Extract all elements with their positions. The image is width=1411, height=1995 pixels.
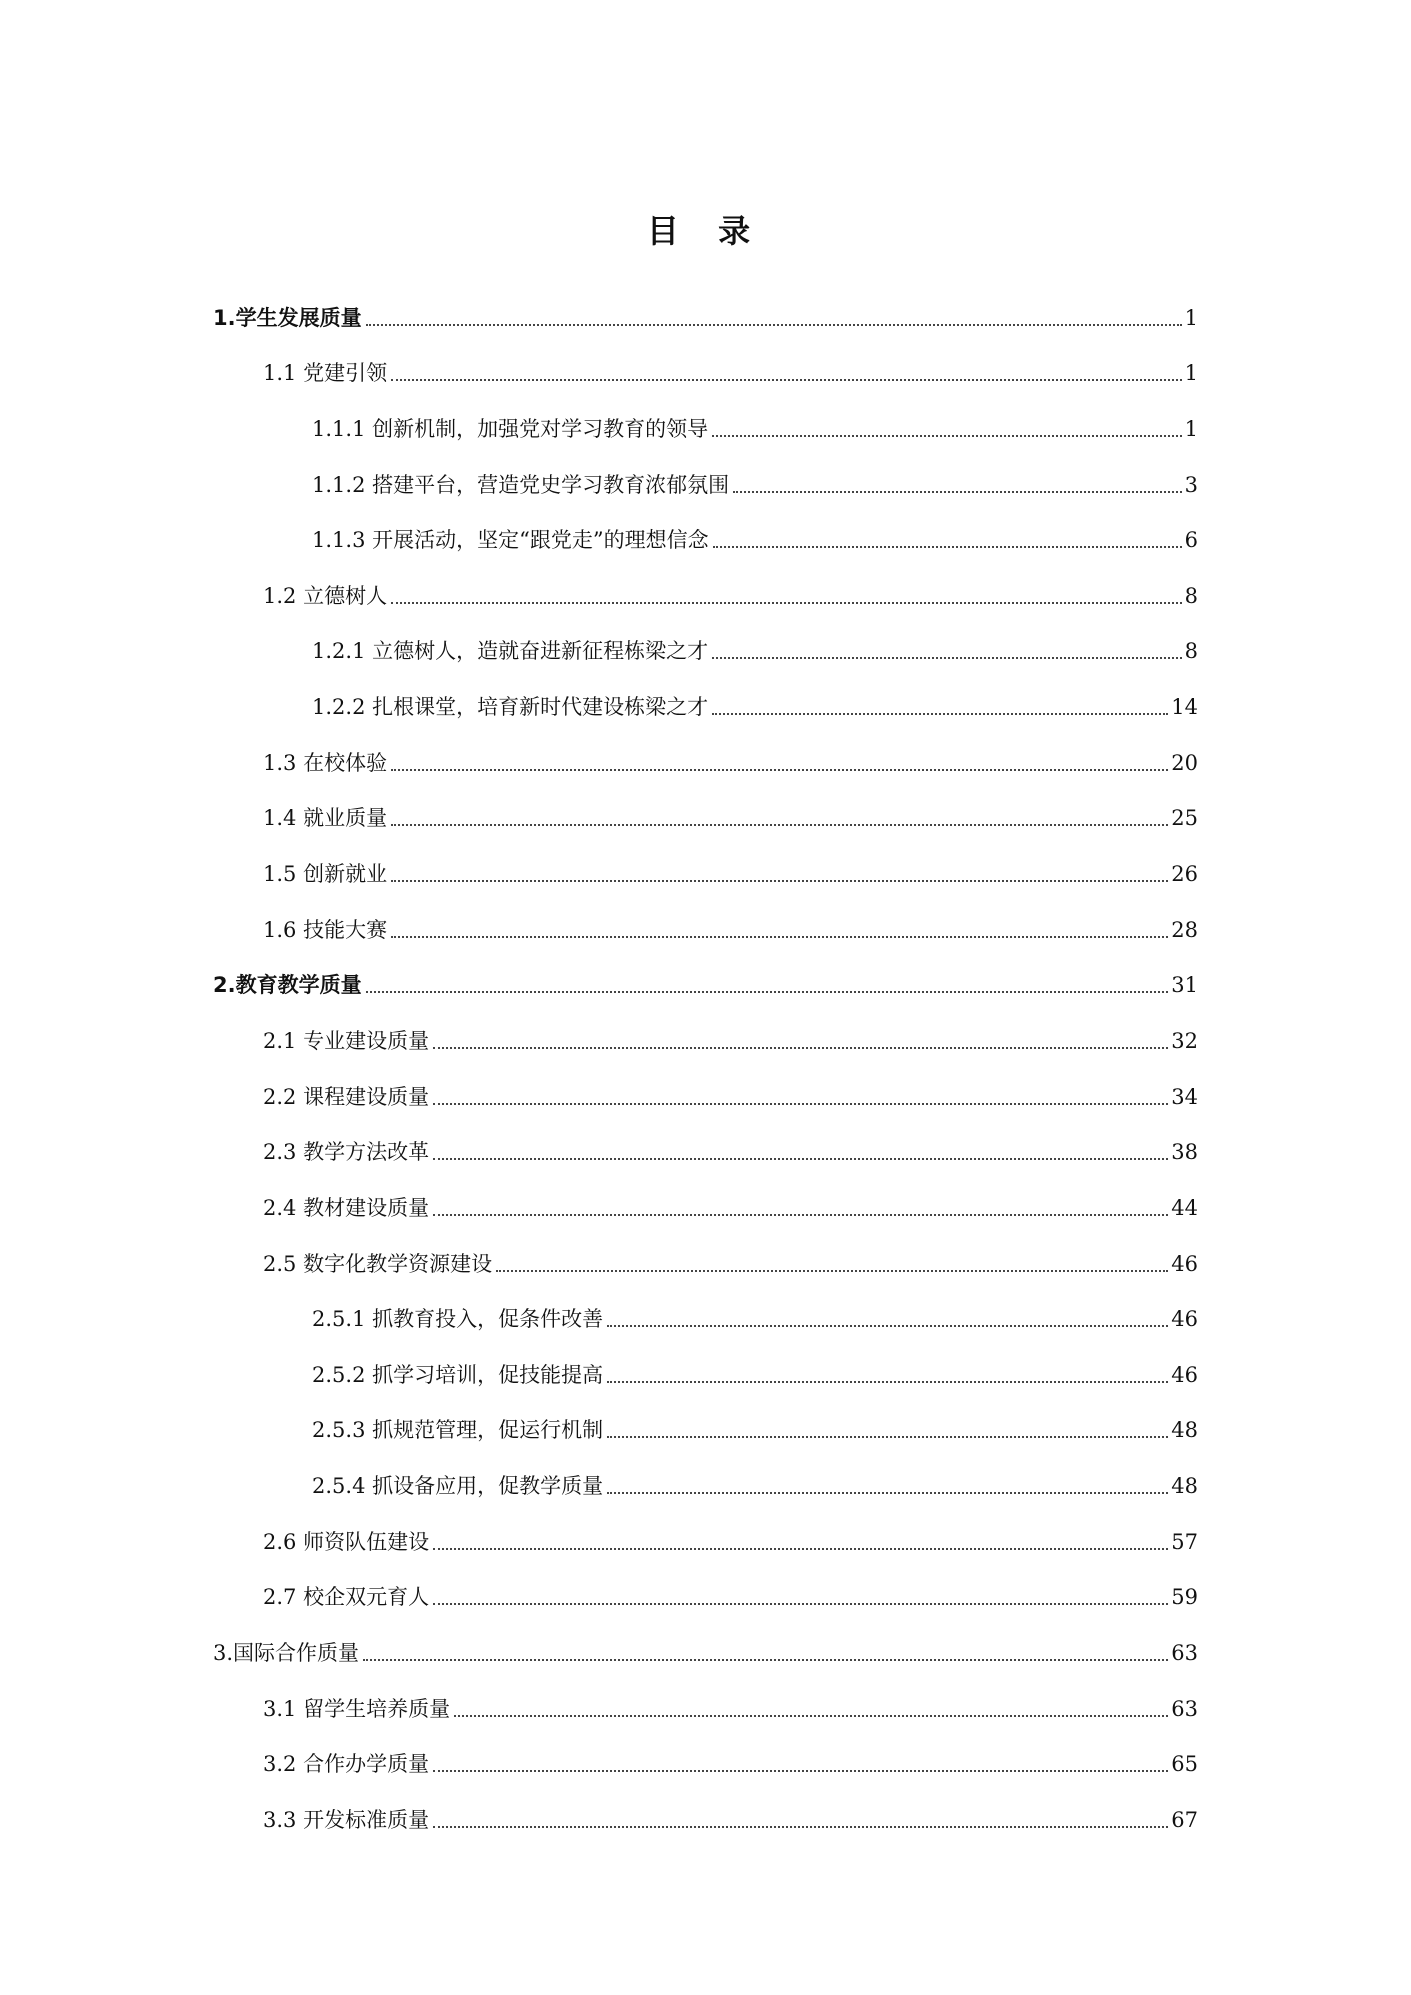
toc-page-number: 34 [1171, 1084, 1198, 1109]
toc-page-number: 32 [1171, 1028, 1198, 1053]
toc-dot-leader [433, 1102, 1168, 1105]
toc-entry[interactable] [213, 1676, 1198, 1732]
toc-entry[interactable] [213, 1453, 1198, 1509]
toc-page-number: 63 [1171, 1696, 1198, 1721]
toc-dot-leader [496, 1269, 1168, 1272]
toc-page-number: 20 [1171, 750, 1198, 775]
toc-entry[interactable] [213, 563, 1198, 619]
toc-dot-leader [366, 323, 1182, 326]
toc-entry-label: 1.1.3 开展活动，坚定“跟党走”的理想信念 [312, 528, 709, 553]
toc-page-number: 46 [1171, 1362, 1198, 1387]
toc-dot-leader [433, 1825, 1168, 1828]
toc-dot-leader [391, 768, 1168, 771]
toc-entry[interactable] [213, 452, 1198, 508]
toc-dot-leader [391, 823, 1168, 826]
toc-page-number: 57 [1171, 1529, 1198, 1554]
toc-entry[interactable] [213, 619, 1198, 675]
toc-entry[interactable] [213, 1787, 1198, 1843]
toc-dot-leader [433, 1602, 1168, 1605]
toc-entry-label: 2.5.3 抓规范管理，促运行机制 [312, 1418, 604, 1443]
table-of-contents [213, 285, 1198, 1843]
toc-dot-leader [391, 935, 1168, 938]
toc-entry[interactable] [213, 1064, 1198, 1120]
toc-entry-label: 3.1 留学生培养质量 [263, 1696, 451, 1721]
toc-entry[interactable] [213, 953, 1198, 1009]
toc-entry[interactable] [213, 1175, 1198, 1231]
toc-entry-label: 1.2.1 立德树人，造就奋进新征程栋梁之才 [312, 639, 709, 664]
toc-entry[interactable] [213, 1565, 1198, 1621]
toc-entry-label: 2.教育教学质量 [213, 973, 362, 998]
toc-page-number: 65 [1171, 1752, 1198, 1777]
toc-dot-leader [366, 990, 1169, 993]
toc-entry-label: 1.6 技能大赛 [263, 917, 388, 942]
toc-entry[interactable] [213, 786, 1198, 842]
toc-page-number: 48 [1171, 1418, 1198, 1443]
page-title: 目 录 [646, 212, 765, 251]
toc-entry[interactable] [213, 1732, 1198, 1788]
toc-page-number: 31 [1171, 973, 1198, 998]
toc-entry[interactable] [213, 285, 1198, 341]
toc-page-number: 46 [1171, 1307, 1198, 1332]
toc-entry[interactable] [213, 730, 1198, 786]
toc-dot-leader [607, 1324, 1168, 1327]
toc-page-number: 48 [1171, 1474, 1198, 1499]
toc-entry-label: 1.3 在校体验 [263, 750, 388, 775]
toc-entry-label: 3.3 开发标准质量 [263, 1807, 430, 1832]
toc-entry-label: 1.5 创新就业 [263, 862, 388, 887]
toc-entry-label: 2.5.2 抓学习培训，促技能提高 [312, 1362, 604, 1387]
toc-dot-leader [712, 712, 1168, 715]
toc-entry-label: 1.1.1 创新机制，加强党对学习教育的领导 [312, 416, 709, 441]
toc-dot-leader [733, 490, 1182, 493]
toc-dot-leader [454, 1714, 1168, 1717]
toc-dot-leader [433, 1046, 1168, 1049]
toc-page-number: 1 [1184, 416, 1198, 441]
toc-dot-leader [433, 1547, 1168, 1550]
toc-page-number: 1 [1184, 361, 1198, 386]
toc-entry-label: 2.7 校企双元育人 [263, 1585, 430, 1610]
toc-entry[interactable] [213, 1008, 1198, 1064]
toc-page-number: 14 [1171, 695, 1198, 720]
toc-page-number: 44 [1171, 1195, 1198, 1220]
toc-entry-label: 2.3 教学方法改革 [263, 1140, 430, 1165]
toc-entry[interactable] [213, 674, 1198, 730]
toc-entry-label: 2.2 课程建设质量 [263, 1084, 430, 1109]
toc-dot-leader [712, 434, 1182, 437]
toc-page-number: 67 [1171, 1807, 1198, 1832]
toc-page-number: 8 [1184, 639, 1198, 664]
toc-entry-label: 2.5 数字化教学资源建设 [263, 1251, 493, 1276]
toc-dot-leader [433, 1769, 1168, 1772]
toc-entry-label: 2.4 教材建设质量 [263, 1195, 430, 1220]
toc-entry-label: 1.2.2 扎根课堂，培育新时代建设栋梁之才 [312, 695, 709, 720]
toc-page-number: 59 [1171, 1585, 1198, 1610]
toc-entry-label: 2.5.4 抓设备应用，促教学质量 [312, 1474, 604, 1499]
toc-entry-label: 2.6 师资队伍建设 [263, 1529, 430, 1554]
toc-page-number: 38 [1171, 1140, 1198, 1165]
toc-entry[interactable] [213, 341, 1198, 397]
toc-entry[interactable] [213, 1509, 1198, 1565]
toc-entry-label: 2.1 专业建设质量 [263, 1028, 430, 1053]
toc-entry[interactable] [213, 897, 1198, 953]
toc-dot-leader [433, 1157, 1168, 1160]
toc-entry[interactable] [213, 1120, 1198, 1176]
toc-dot-leader [712, 656, 1182, 659]
toc-page-number: 6 [1184, 528, 1198, 553]
toc-page-number: 63 [1171, 1641, 1198, 1666]
toc-dot-leader [607, 1491, 1168, 1494]
toc-entry[interactable] [213, 396, 1198, 452]
toc-entry-label: 3.2 合作办学质量 [263, 1752, 430, 1777]
toc-page-number: 46 [1171, 1251, 1198, 1276]
toc-dot-leader [391, 378, 1182, 381]
toc-entry[interactable] [213, 841, 1198, 897]
toc-entry[interactable] [213, 1620, 1198, 1676]
toc-entry-label: 1.1.2 搭建平台，营造党史学习教育浓郁氛围 [312, 472, 730, 497]
toc-entry-label: 1.4 就业质量 [263, 806, 388, 831]
toc-entry-label: 1.2 立德树人 [263, 583, 388, 608]
toc-entry[interactable] [213, 1342, 1198, 1398]
toc-page-number: 3 [1184, 472, 1198, 497]
toc-dot-leader [607, 1435, 1168, 1438]
toc-page-number: 28 [1171, 917, 1198, 942]
toc-entry[interactable] [213, 1231, 1198, 1287]
toc-page-number: 8 [1184, 583, 1198, 608]
toc-dot-leader [391, 601, 1182, 604]
toc-entry[interactable] [213, 1287, 1198, 1343]
toc-dot-leader [607, 1380, 1168, 1383]
toc-entry-label: 3.国际合作质量 [213, 1641, 360, 1666]
toc-dot-leader [713, 545, 1182, 548]
toc-entry[interactable] [213, 508, 1198, 564]
toc-dot-leader [433, 1213, 1168, 1216]
toc-page-number: 25 [1171, 806, 1198, 831]
toc-entry-label: 1.1 党建引领 [263, 361, 388, 386]
toc-dot-leader [363, 1658, 1168, 1661]
toc-dot-leader [391, 879, 1168, 882]
toc-page-number: 26 [1171, 862, 1198, 887]
toc-page-number: 1 [1184, 305, 1198, 330]
toc-entry-label: 1.学生发展质量 [213, 305, 362, 330]
toc-entry[interactable] [213, 1398, 1198, 1454]
toc-entry-label: 2.5.1 抓教育投入，促条件改善 [312, 1307, 604, 1332]
